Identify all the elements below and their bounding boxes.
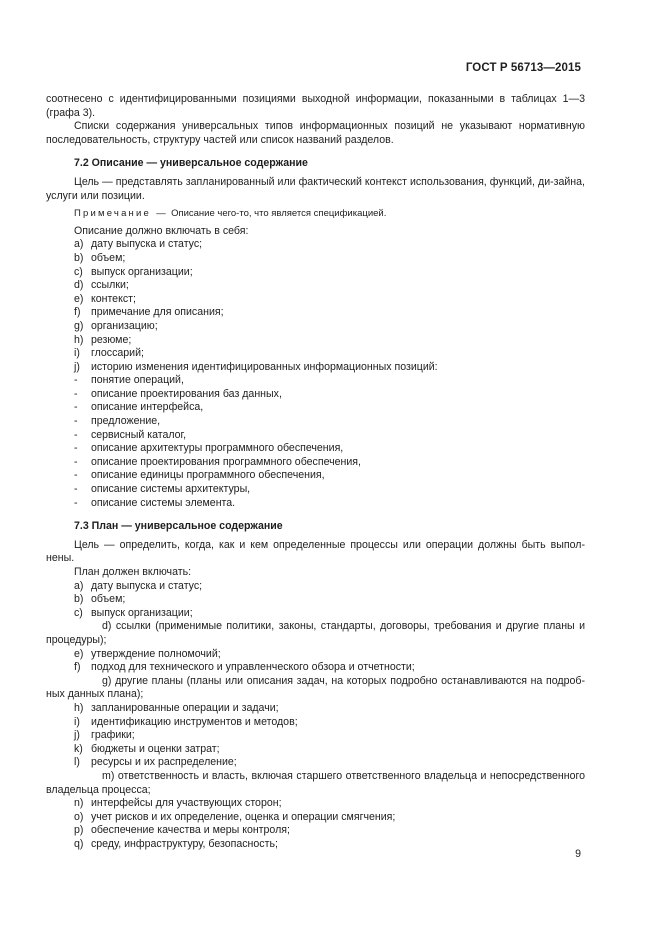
list-item-marker: g) [74, 319, 84, 332]
list-item [46, 238, 585, 252]
list-item-text: другие планы (планы или описания задач, на которых подробно останавливаются на подроб-ных данных плана); [46, 674, 585, 701]
list-item-marker: b) [74, 593, 84, 606]
list-item-text: идентификацию инструментов и методов; [90, 715, 298, 728]
list-item-text: объем; [90, 593, 126, 606]
list-item-marker: - [74, 469, 78, 482]
section-heading: 7.2 Описание — универсальное содержание [74, 157, 308, 170]
list-item [46, 320, 585, 334]
list-item-text: обеспечение качества и меры контроля; [90, 824, 290, 837]
section-goal: Цель — представлять запланированный или фактический контекст использования, функций, ди-зайна, услуги или позиции. [46, 175, 585, 202]
list-item-marker: c) [74, 265, 83, 278]
list-item-marker: e) [74, 647, 84, 660]
list-item [46, 293, 585, 307]
list-item-marker: g) [102, 674, 112, 687]
list-item-marker: e) [74, 292, 84, 305]
list-item-text: описание системы элемента. [90, 496, 236, 509]
list-item [46, 347, 585, 361]
list-item-text: описание проектирования баз данных, [90, 387, 282, 400]
note-label: Примечание [74, 208, 151, 220]
list-item-text: ответственность и власть, включая старшего ответственного владельца и непосредственного владельца процесса; [46, 769, 585, 796]
list-item [46, 442, 585, 456]
list-item-text: организацию; [90, 319, 158, 332]
list-item-marker: d) [102, 620, 112, 633]
list-item-marker: c) [74, 606, 83, 619]
list-item [46, 607, 585, 621]
list-item [46, 456, 585, 470]
list-item-text: описание интерфейса, [90, 401, 204, 414]
list-item-marker: j) [74, 360, 80, 373]
list-lead: Описание должно включать в себя: [74, 224, 249, 237]
list-item-text: описание системы архитектуры, [90, 483, 251, 496]
intro-paragraph: соотнесено с идентифицированными позициями выходной информации, показанными в таблицах 1—3 (графа 3). [46, 93, 585, 119]
list-item [46, 702, 585, 716]
section-heading: 7.3 План — универсальное содержание [74, 520, 283, 533]
list-item-marker: j) [74, 729, 80, 742]
list-item-marker: f) [74, 306, 81, 319]
list-item-text: ссылки; [90, 279, 129, 292]
list-item-marker: n) [74, 797, 84, 810]
note-dash: — [156, 208, 166, 220]
document-code-header: ГОСТ Р 56713—2015 [465, 62, 581, 74]
list-item-marker: - [74, 374, 78, 387]
list-item-text: историю изменения идентифицированных информационных позиций: [90, 360, 438, 373]
list-item-text: бюджеты и оценки затрат; [90, 742, 220, 755]
list-item-marker: - [74, 387, 78, 400]
list-item [46, 361, 585, 375]
list-item [46, 824, 585, 838]
list-item-marker: f) [74, 661, 81, 674]
list-item [46, 620, 585, 647]
list-item-marker: - [74, 442, 78, 455]
list-item [46, 743, 585, 757]
list-item [46, 388, 585, 402]
list-item [46, 374, 585, 388]
list-item-text: дату выпуска и статус; [90, 238, 203, 251]
list-item-marker: - [74, 496, 78, 509]
list-item-text: предложение, [90, 415, 161, 428]
list-item [46, 401, 585, 415]
list-item [46, 729, 585, 743]
list-item-marker: k) [74, 742, 83, 755]
list-item [46, 279, 585, 293]
list-item-text: ссылки (применимые политики, законы, стандарты, договоры, требования и другие планы и процедуры); [46, 620, 585, 646]
list-item-text: запланированные операции и задачи; [90, 701, 279, 714]
list-item [46, 497, 585, 511]
page-content [46, 93, 585, 851]
list-item [46, 770, 585, 797]
list-item-text: подход для технического и управленческого обзора и отчетности; [90, 661, 415, 674]
list-item-marker: b) [74, 251, 84, 264]
list-item-text: описание проектирования программного обеспечения, [90, 455, 361, 468]
list-item [46, 306, 585, 320]
list-item-text: выпуск организации; [90, 606, 193, 619]
list-item-marker: o) [74, 810, 84, 823]
list-item [46, 648, 585, 662]
list-item [46, 266, 585, 280]
description-list [46, 238, 585, 510]
list-item-text: интерфейсы для участвующих сторон; [90, 797, 282, 810]
list-item [46, 252, 585, 266]
list-item-marker: h) [74, 333, 84, 346]
list-item-marker: i) [74, 715, 80, 728]
list-item [46, 675, 585, 702]
list-item-marker: h) [74, 701, 84, 714]
list-item [46, 593, 585, 607]
list-item-marker: i) [74, 347, 80, 360]
list-item-marker: l) [74, 756, 80, 769]
list-item-marker: p) [74, 824, 84, 837]
list-item-text: контекст; [90, 292, 136, 305]
list-item-marker: a) [74, 579, 84, 592]
list-item-text: утверждение полномочий; [90, 647, 221, 660]
list-item [46, 334, 585, 348]
list-item-marker: d) [74, 279, 84, 292]
list-item-text: понятие операций, [90, 374, 184, 387]
list-item-marker: q) [74, 837, 84, 850]
intro-paragraph: Списки содержания универсальных типов информационных позиций не указывают нормативную последовательность, структуру частей или список названий разделов. [46, 120, 585, 146]
note [74, 207, 585, 221]
page-number: 9 [575, 848, 581, 860]
list-item-text: описание архитектуры программного обеспечения, [90, 442, 344, 455]
list-item [46, 756, 585, 770]
list-item-text: примечание для описания; [90, 306, 224, 319]
list-item [46, 580, 585, 594]
list-item-marker: a) [74, 238, 84, 251]
list-item [46, 469, 585, 483]
note-text: Описание чего-то, что является спецификацией. [171, 208, 387, 220]
list-item [46, 811, 585, 825]
list-item-marker: - [74, 401, 78, 414]
section-goal: Цель — определить, когда, как и кем определенные процессы или операции должны быть выпол-нены. [46, 538, 585, 565]
list-item-text: описание единицы программного обеспечения, [90, 469, 325, 482]
list-item-text: объем; [90, 251, 126, 264]
list-item-text: резюме; [90, 333, 132, 346]
list-item [46, 838, 585, 852]
list-item-text: сервисный каталог, [90, 428, 187, 441]
list-item-marker: - [74, 428, 78, 441]
list-item [46, 429, 585, 443]
list-item-marker: - [74, 455, 78, 468]
list-item [46, 661, 585, 675]
list-item-marker: - [74, 483, 78, 496]
list-item-marker: m) [102, 769, 115, 782]
list-item-text: глоссарий; [90, 347, 144, 360]
list-item-marker: - [74, 415, 78, 428]
list-lead: План должен включать: [74, 566, 192, 578]
list-item-text: дату выпуска и статус; [90, 579, 203, 592]
list-item [46, 716, 585, 730]
list-item-text: выпуск организации; [90, 265, 193, 278]
list-item [46, 483, 585, 497]
list-item [46, 415, 585, 429]
list-item [46, 797, 585, 811]
list-item-text: среду, инфраструктуру, безопасность; [90, 837, 278, 850]
list-item-text: графики; [90, 729, 135, 742]
plan-list [46, 580, 585, 852]
list-item-text: ресурсы и их распределение; [90, 756, 237, 769]
list-item-text: учет рисков и их определение, оценка и операции смягчения; [90, 810, 396, 823]
